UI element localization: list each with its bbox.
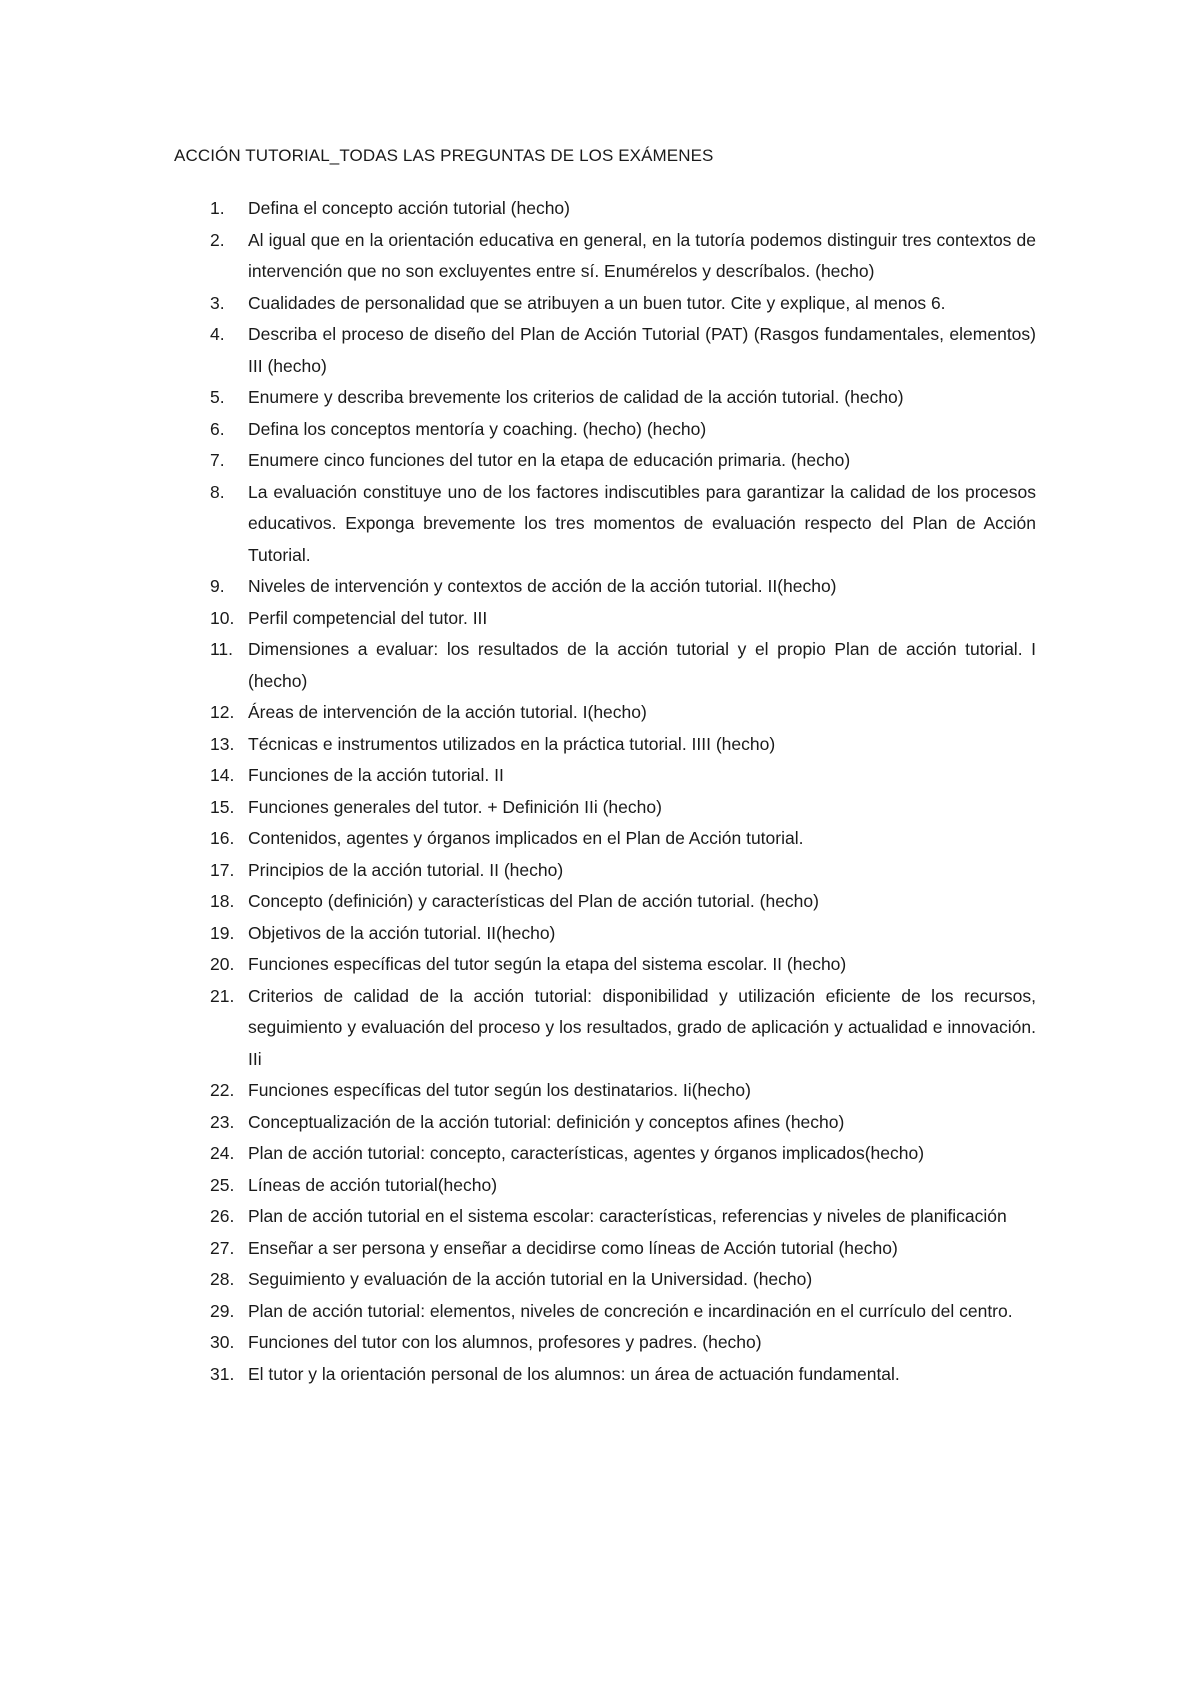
question-text: Describa el proceso de diseño del Plan de Acción Tutorial (PAT) (Rasgos fundamentales, elementos) III (hecho) <box>248 324 1036 376</box>
question-number: 8. <box>210 481 225 502</box>
question-item <box>174 414 1036 446</box>
question-number: 21. <box>210 985 235 1006</box>
question-number: 19. <box>210 922 235 943</box>
question-number: 23. <box>210 1111 235 1132</box>
question-text: Plan de acción tutorial: elementos, niveles de concreción e incardinación en el currículo del centro. <box>248 1300 1013 1321</box>
question-item <box>174 949 1036 981</box>
question-text: Plan de acción tutorial: concepto, características, agentes y órganos implicados(hecho) <box>248 1143 925 1163</box>
question-item <box>174 1075 1036 1107</box>
question-text: Plan de acción tutorial en el sistema escolar: características, referencias y niveles de planificación <box>248 1206 1007 1226</box>
question-item <box>174 1233 1036 1265</box>
question-list <box>174 193 1036 1390</box>
question-item <box>174 1107 1036 1139</box>
question-item <box>174 288 1036 320</box>
question-item <box>174 760 1036 792</box>
question-item <box>174 792 1036 824</box>
question-text: Principios de la acción tutorial. II (hecho) <box>248 859 564 880</box>
question-item <box>174 445 1036 477</box>
question-text: Funciones del tutor con los alumnos, profesores y padres. (hecho) <box>248 1332 762 1352</box>
question-number: 15. <box>210 796 235 817</box>
document-title: ACCIÓN TUTORIAL_TODAS LAS PREGUNTAS DE LOS EXÁMENES <box>174 146 714 165</box>
question-text: Perfil competencial del tutor. III <box>248 607 488 628</box>
question-item <box>174 382 1036 414</box>
question-text: Niveles de intervención y contextos de acción de la acción tutorial. II(hecho) <box>248 576 837 596</box>
question-item <box>174 193 1036 225</box>
question-item <box>174 571 1036 603</box>
question-number: 6. <box>210 418 225 439</box>
question-number: 24. <box>210 1143 235 1163</box>
question-item <box>174 981 1036 1076</box>
question-number: 30. <box>210 1332 235 1352</box>
question-item <box>174 477 1036 572</box>
question-item <box>174 1264 1036 1296</box>
question-number: 10. <box>210 607 235 628</box>
question-item <box>174 886 1036 918</box>
question-number: 9. <box>210 576 225 596</box>
question-text: Enumere y describa brevemente los criterios de calidad de la acción tutorial. (hecho) <box>248 387 904 407</box>
question-item <box>174 319 1036 382</box>
question-text: Áreas de intervención de la acción tutorial. I(hecho) <box>248 702 647 722</box>
question-item <box>174 729 1036 761</box>
question-item <box>174 918 1036 950</box>
question-text: Técnicas e instrumentos utilizados en la práctica tutorial. IIII (hecho) <box>248 733 776 754</box>
question-number: 5. <box>210 387 225 407</box>
question-item <box>174 634 1036 697</box>
question-item <box>174 1359 1036 1391</box>
question-item <box>174 823 1036 855</box>
question-text: Criterios de calidad de la acción tutorial: disponibilidad y utilización eficiente de los recursos, seguimiento y evaluación del proceso y los resultados, grado de aplicación y actualidad e innovación. IIi <box>248 985 1036 1069</box>
question-number: 13. <box>210 733 235 754</box>
question-text: El tutor y la orientación personal de los alumnos: un área de actuación fundamental. <box>248 1363 900 1384</box>
question-number: 26. <box>210 1206 235 1226</box>
question-text: Al igual que en la orientación educativa en general, en la tutoría podemos distinguir tres contextos de intervención que no son excluyentes entre sí. Enumérelos y descríbalos. (hecho) <box>248 229 1036 281</box>
question-text: Objetivos de la acción tutorial. II(hecho) <box>248 922 556 943</box>
question-number: 29. <box>210 1300 235 1321</box>
question-item <box>174 225 1036 288</box>
question-item <box>174 1296 1036 1328</box>
question-text: Funciones de la acción tutorial. II <box>248 765 504 785</box>
question-item <box>174 697 1036 729</box>
question-text: Funciones específicas del tutor según la etapa del sistema escolar. II (hecho) <box>248 954 847 974</box>
question-number: 18. <box>210 891 235 911</box>
question-number: 28. <box>210 1269 235 1289</box>
question-number: 2. <box>210 229 225 250</box>
question-number: 7. <box>210 450 225 470</box>
question-number: 12. <box>210 702 235 722</box>
question-text: Funciones específicas del tutor según los destinatarios. Ii(hecho) <box>248 1080 751 1100</box>
question-text: La evaluación constituye uno de los factores indiscutibles para garantizar la calidad de los procesos educativos. Exponga brevemente los tres momentos de evaluación respecto del Plan de Acción Tutorial. <box>248 481 1036 565</box>
question-number: 11. <box>210 639 234 659</box>
question-number: 20. <box>210 954 235 974</box>
question-number: 1. <box>210 198 225 218</box>
question-text: Defina los conceptos mentoría y coaching. (hecho) (hecho) <box>248 418 707 439</box>
question-number: 17. <box>210 859 235 880</box>
question-item <box>174 603 1036 635</box>
question-number: 27. <box>210 1237 235 1258</box>
question-text: Conceptualización de la acción tutorial: definición y conceptos afines (hecho) <box>248 1111 845 1132</box>
question-item <box>174 855 1036 887</box>
question-text: Enseñar a ser persona y enseñar a decidirse como líneas de Acción tutorial (hecho) <box>248 1237 898 1258</box>
question-number: 25. <box>210 1174 235 1195</box>
question-text: Seguimiento y evaluación de la acción tutorial en la Universidad. (hecho) <box>248 1269 813 1289</box>
question-text: Dimensiones a evaluar: los resultados de la acción tutorial y el propio Plan de acción tutorial. I (hecho) <box>248 639 1036 691</box>
question-text: Cualidades de personalidad que se atribuyen a un buen tutor. Cite y explique, al menos 6. <box>248 292 946 313</box>
question-item <box>174 1327 1036 1359</box>
question-text: Defina el concepto acción tutorial (hecho) <box>248 198 570 218</box>
question-number: 14. <box>210 765 235 785</box>
question-number: 16. <box>210 828 235 848</box>
question-item <box>174 1201 1036 1233</box>
question-text: Funciones generales del tutor. + Definición IIi (hecho) <box>248 796 662 817</box>
question-text: Enumere cinco funciones del tutor en la etapa de educación primaria. (hecho) <box>248 450 851 470</box>
question-text: Concepto (definición) y características del Plan de acción tutorial. (hecho) <box>248 891 819 911</box>
question-text: Contenidos, agentes y órganos implicados en el Plan de Acción tutorial. <box>248 828 804 848</box>
question-number: 31. <box>210 1363 235 1384</box>
question-number: 3. <box>210 292 225 313</box>
question-item <box>174 1170 1036 1202</box>
question-text: Líneas de acción tutorial(hecho) <box>248 1174 498 1195</box>
question-number: 22. <box>210 1080 235 1100</box>
question-item <box>174 1138 1036 1170</box>
question-number: 4. <box>210 324 225 344</box>
